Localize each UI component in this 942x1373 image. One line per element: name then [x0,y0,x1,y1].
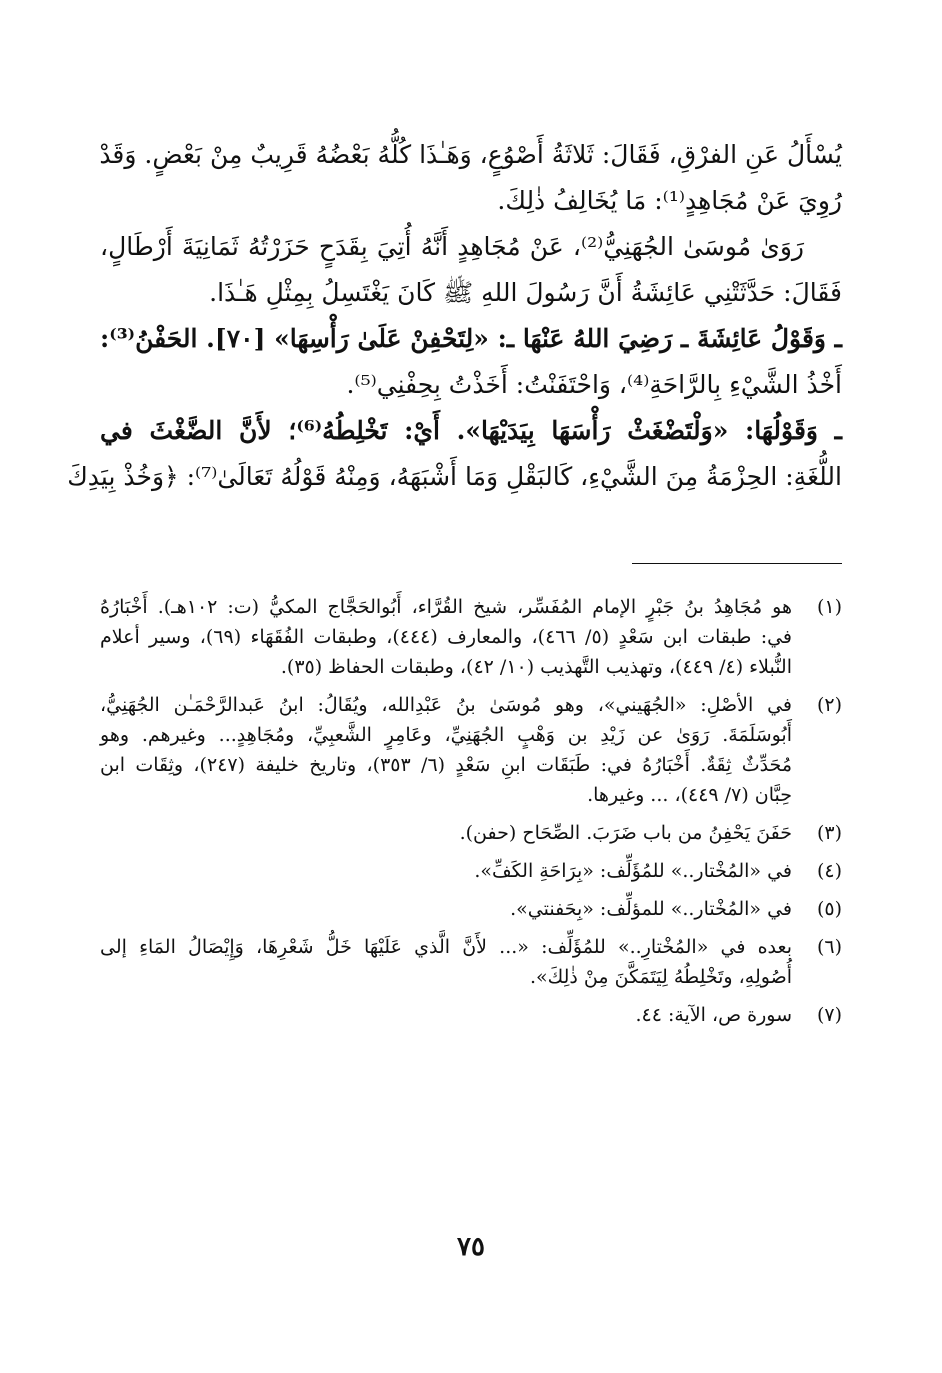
footnote-line: حَفَنَ يَحْفِنُ من باب ضَرَبَ. الصِّحَاح (حفن). [459,822,792,844]
footnote-separator [632,563,842,564]
footnote-line: أَبُوسَلَمَةَ. رَوَىٰ عن زَيْدِ بن وَهْبٍ الجُهَنِيِّ، وعَامِرٍ الشَّعبِيِّ، ومُجَاهِدٍ... وغيرهم. وهو [100,724,792,746]
page-number: ٧٥ [457,1232,485,1262]
footnote-line: مُحَدِّثٌ ثِقَةٌ. أَخْبَارُهُ في: طَبَقَات ابنِ سَعْدٍ (٦/ ٣٥٣)، وتاريخ خليفة (٢٤٧)، وثِقَات ابن [100,754,793,776]
footnote-number: (٢) [816,694,842,716]
footnote-7 [100,1000,842,1030]
footnote-number: (٤) [816,860,842,882]
footnote-number: (٧) [816,1004,842,1026]
main-line: ـ وَقَوْلُهَا: «وَلْتَضْغَثْ رَأْسَهَا بِيَدَيْهَا». أَيْ: تَخْلِطُهُ⁽⁶⁾؛ لأَنَّ الضَّغْثَ في [100,416,843,445]
footnote-1 [100,592,842,682]
footnote-line: النُّبلاء (٤/ ٤٤٩)، وتهذيب التَّهذيب (١٠/ ٤٢)، وطبقات الحفاظ (٣٥). [280,656,792,678]
footnote-line: في «المُخْتار..» للمُؤَلِّف: «بِرَاحَةِ الكَفِّ». [474,860,792,882]
main-line: أَخْذُ الشَّيْءِ بِالرَّاحَةِ⁽⁴⁾، وَاحْتَفَنْتُ: أَخَذْتُ بِحِفْنِي⁽⁵⁾. [346,370,842,399]
footnote-4 [100,856,842,886]
footnote-line: في: طبقات ابن سَعْدٍ (٥/ ٤٦٦)، والمعارف (٤٤٤)، وطبقات الفُقَهَاء (٦٩)، وسير أعلام [100,626,793,648]
footnote-number: (١) [816,596,842,618]
main-line: يُسْأَلُ عَنِ الفرْقِ، فَقَالَ: ثَلاثَةُ أَصْوُعٍ، وَهَـٰذَا كُلُّهُ بَعْضُهُ قَرِيبٌ مِنْ بَعْضٍ. وَقَدْ [99,140,842,169]
footnote-number: (٥) [816,898,842,920]
footnote-line: حِبَّان (٧/ ٤٤٩)، ... وغيرها. [587,784,792,806]
footnote-3 [100,818,842,848]
main-line: رُوِيَ عَنْ مُجَاهِدٍ⁽¹⁾: مَا يُخَالِفُ ذٰلِكَ. [497,186,842,215]
main-text [67,140,843,508]
footnote-2 [100,690,842,810]
footnote-line: بعده في «المُخْتارِ..» للمُؤَلِّف: «... لأَنَّ الَّذي عَلَيْهَا خَلُّ شَعْرِهَا، وَإِيْصَالُ المَاءِ إلى [100,936,792,958]
footnote-line: هو مُجَاهِدُ بنُ جَبْرٍ الإمام المُفَسِّر، شيخ القُرَّاء، أَبُوالحَجَّاج المكيُّ (ت: ١٠٢هـ). أَخْبَارُهُ [100,596,792,618]
footnote-number: (٣) [816,822,842,844]
footnote-line: أُصُولِهِ، وتَخْلِطُهُ لِيَتَمَكَّنَ مِنْ ذٰلِكَ». [529,966,792,988]
footnote-6 [100,932,842,992]
main-line: اللُّغَةِ: الحِزْمَةُ مِنَ الشَّيْءِ، كَالبَقْلِ وَمَا أَشْبَهَهُ، وَمِنْهُ قَوْلُهُ تَعَالَىٰ⁽⁷⁾: ﴿وَخُذْ بِيَدِكَ [67,462,842,491]
footnotes [100,592,842,1038]
footnote-5 [100,894,842,924]
main-line: فَقَالَ: حَدَّثَتْنِي عَائِشَةُ أَنَّ رَسُولَ اللهِ ﷺ كَانَ يَغْتَسِلُ بِمِثْلِ هَـٰذَا. [209,278,842,307]
footnote-number: (٦) [816,936,842,958]
footnote-line: في «المُخْتار..» للمؤلِّف: «بِحَفنتي». [510,898,792,920]
main-line: ـ وَقَوْلُ عَائِشَةَ ـ رَضِيَ اللهُ عَنْهَا ـ: «لِتَحْفِنْ عَلَىٰ رَأْسِهَا» [٧٠]. الحَفْنُ⁽³⁾: [100,324,842,353]
footnote-line: سورة ص، الآية: ٤٤. [635,1004,792,1026]
footnote-line: في الأصْلِ: «الجُهَيني»، وهو مُوسَىٰ بنُ عَبْدِالله، ويُقَالُ: ابنُ عَبدالرَّحْمَـٰن الجُهَنِيُّ، [100,694,792,716]
main-line: رَوَىٰ مُوسَىٰ الجُهَنِيُّ⁽²⁾، عَنْ مُجَاهِدٍ أَنَّهُ أُتِيَ بِقَدَحٍ حَزَرْتُهُ ثَمَانِيَةَ أَرْطَالٍ، [100,232,804,261]
